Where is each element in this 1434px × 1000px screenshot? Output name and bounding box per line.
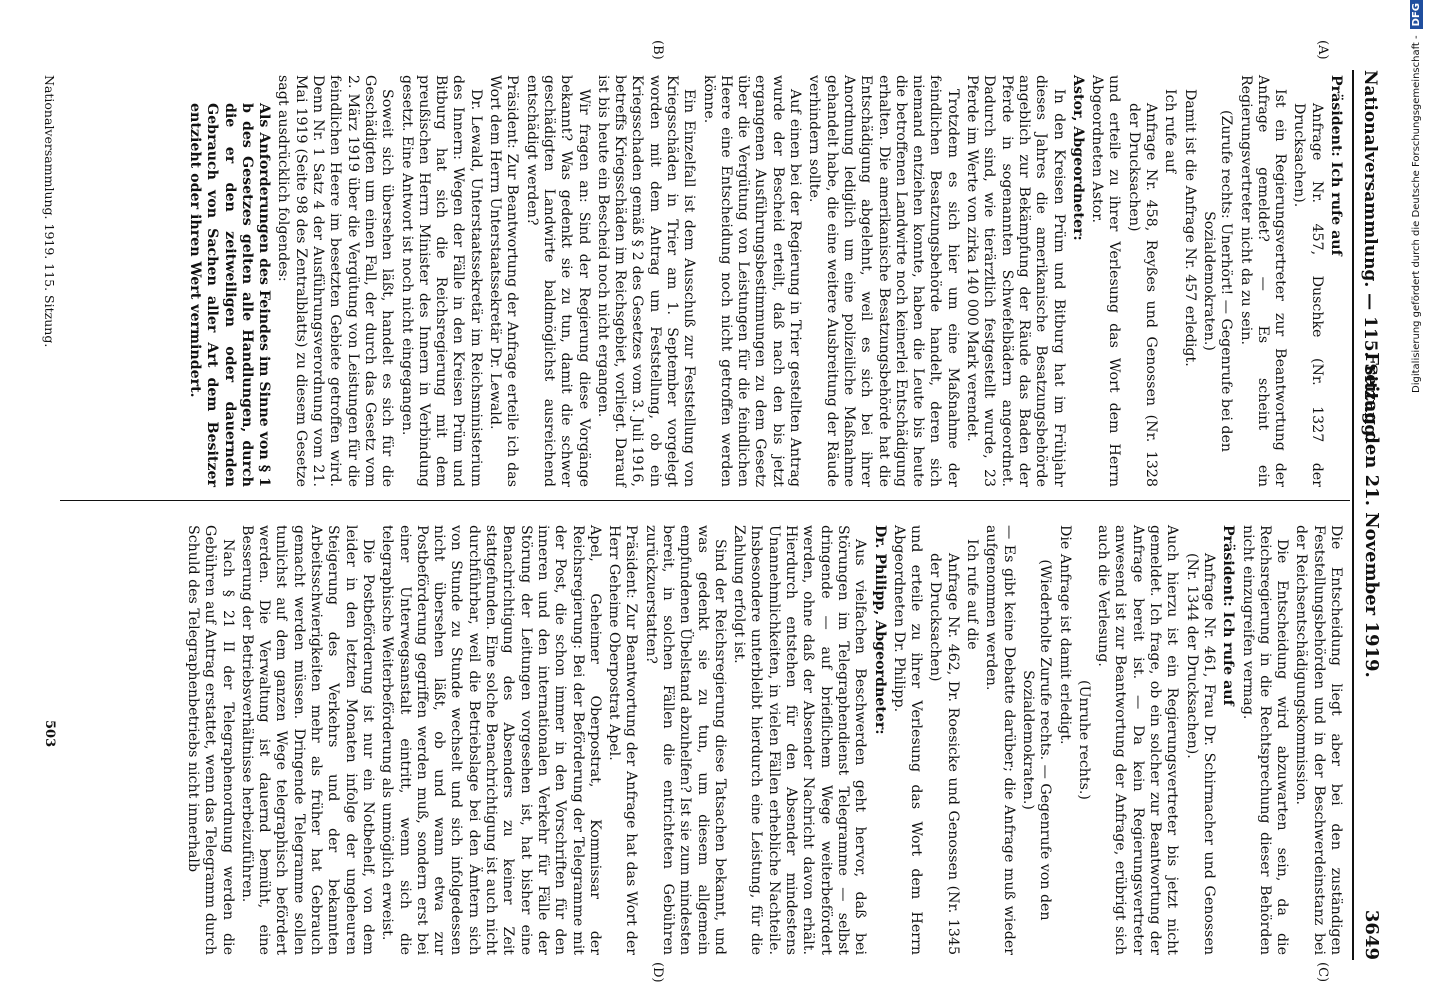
- paragraph: (Unruhe rechts.): [1075, 680, 1092, 800]
- paragraph: Ein Einzelfall ist dem Ausschuß zur Feststellung von Kriegsschäden in Trier am 1. September vorgelegt worden mit dem Antrag um Feststellung, ob ein Kriegsschaden gemäß § 2 des Gesetzes vom 3. Juli 1916, betreffs Kriegsschäden im Reichsgebiet, vorliegt. Darauf ist bis heute ein Bescheid noch nicht ergangen.: [594, 75, 698, 487]
- margin-marker-a: (A): [1315, 40, 1330, 60]
- footer-publication: Nationalversammlung. 1919. 115. Sitzung.: [42, 75, 57, 348]
- digitization-sidebar: [1400, 0, 1434, 1000]
- header-session: Nationalversammlung. — 115. Sitzung.: [1360, 70, 1380, 443]
- paragraph: Präsident: Ich rufe auf: [1328, 75, 1344, 256]
- paragraph: Sind der Reichsregierung diese Tatsachen bekannt, und was gedenkt sie zu tun, um diesem allgemein empfundenen Übelstand abzuhelfen? Ist sie zum mindesten bereit, in solchen Fällen die entrichteten Gebühren zurückzuerstatten?: [642, 525, 728, 955]
- paragraph: Aus vielfachen Beschwerden geht hervor, daß bei Störungen im Telegraphendienst Telegramme — selbst dringende — auf brieflichem Wege weiterbefördert werden, ohne daß der Absender Nachricht davon erhält. Hierdurch entstehen für den Absender mindestens Unannehmlichkeiten, in vielen Fällen erhebliche Nachteile. Insbesondere unterbleibt hierdurch eine Leistung, für die Zahlung erfolgt ist.: [731, 525, 869, 955]
- speaker-line: Astor, Abgeordneter:: [1069, 75, 1086, 241]
- paragraph: und erteile zu ihrer Verlesung das Wort dem Herrn Abgeordneten Dr. Philipp.: [890, 525, 925, 955]
- left-column: [184, 75, 1344, 487]
- paragraph: Die Anfrage ist damit erledigt.: [1056, 525, 1073, 745]
- right-column: [182, 525, 1344, 955]
- paragraph: Auf einen bei der Regierung in Trier gestellten Antrag wurde der Bescheid erteilt, daß nach den bis jetzt ergangenen Ausführungsbestimmungen zu dem Gesetz über die Vergütung von Leistungen für die feindlichen Heere eine Entscheidung noch nicht getroffen werden könne.: [700, 75, 804, 487]
- paragraph: Damit ist die Anfrage Nr. 457 erledigt.: [1181, 89, 1198, 367]
- margin-marker-d: (D): [650, 962, 665, 983]
- paragraph: Auch hierzu ist ein Regierungsvertreter bis jetzt nicht gemeldet. Ich frage, ob ein solcher zur Beantwortung der Anfrage bereit ist. — Da kein Regierungsvertreter anwesend ist zur Beantwortung der Anfrage, erübrigt sich auch die Verlesung.: [1095, 525, 1181, 955]
- header-date: Freitag den 21. November 1919.: [1361, 352, 1382, 678]
- paragraph: Apel, Geheimer Oberpostrat, Kommissar der Reichsregierung: Bei der Beförderung der Telegramme mit der Post, die schon immer in den Vorschriften für den inneren und den internationalen Verkehr für Fälle der Störung der Leitungen vorgesehen ist, hat bisher eine Benachrichtigung des Absenders zu keiner Zeit stattgefunden. Eine solche Benachrichtigung ist auch nicht durchführbar, weil die Betriebslage bei den Ämtern sich von Stunde zu Stunde wechselt und sich infolgedessen nicht übersehen läßt, ob und wann etwa zur Postbeförderung gegriffen werden muß, sondern erst bei einer Unterwegsanstalt eintritt, wenn sich die telegraphische Weiterbeförderung als unmöglich erweist.: [379, 525, 603, 955]
- speaker-line: Dr. Philipp, Abgeordneter:: [871, 525, 888, 735]
- paragraph: (Wiederholte Zurufe rechts. — Gegenrufe von den Sozialdemokraten.): [1019, 559, 1054, 921]
- page-header: [1352, 70, 1388, 960]
- paragraph: und erteile zu ihrer Verlesung das Wort dem Herrn Abgeordneten Astor.: [1089, 75, 1123, 487]
- paragraph: — Es gibt keine Debatte darüber; die Anfrage muß wieder aufgenommen werden.: [983, 525, 1017, 955]
- paragraph: Als Anforderungen des Feindes im Sinne von § 1 b des Gesetzes gelten alle Handlungen, durch die er den zeitweiligen oder dauernden Gebrauch von Sachen aller Art dem Besitzer entzieht oder ihren Wert vermindert.: [187, 103, 273, 487]
- paragraph: Die Entscheidung wird abzuwarten sein, da die Reichsregierung in die Rechtsprechung dieser Behörden nicht einzugreifen vermag.: [1239, 525, 1291, 955]
- column-divider: [60, 500, 1350, 501]
- paragraph: Anfrage Nr. 461, Frau Dr. Schirmacher und Genossen (Nr. 1344 der Drucksachen).: [1183, 553, 1217, 955]
- footer-sheet-number: 503: [42, 720, 57, 748]
- paragraph: Ich rufe auf die: [964, 539, 981, 650]
- paragraph: Nach § 21 II der Telegraphenordnung werden die Gebühren auf Antrag erstattet, wenn das Telegramm durch Schuld des Telegraphenbetriebs nicht innerhalb: [185, 525, 236, 955]
- paragraph: Die Entscheidung liegt aber bei den zuständigen Feststellungsbehörden und in der Beschwerdeinstanz bei der Reichsentschädigungskommission.: [1293, 525, 1344, 955]
- paragraph: Präsident: Ich rufe auf: [1220, 525, 1237, 706]
- paragraph: Dr. Lewald, Unterstaatssekretär im Reichsministerium des Innern: Wegen der Fälle in den Kreisen Prüm und Bitburg hat sich die Reichsregierung mit dem preußischen Herrn Minister des Innern in Verbindung gesetzt. Eine Antwort ist noch nicht eingegangen.: [398, 75, 484, 487]
- paragraph: Ich rufe auf: [1162, 89, 1179, 174]
- paragraph: Die Postbeförderung ist nur ein Notbehelf, von dem leider in den letzten Monaten infolge der ungeheuren Steigerung des Verkehrs und der bekannten Arbeitsschwierigkeiten mehr als früher hat Gebrauch gemacht werden müssen. Dringende Telegramme sollen tunlichst auf dem ganzen Wege telegraphisch befördert werden. Die Verwaltung ist dauernd bemüht, eine Besserung der Betriebsverhältnisse herbeizuführen.: [238, 525, 376, 955]
- paragraph: Ist ein Regierungsvertreter zur Beantwortung der Anfrage gemeldet? — Es scheint ein Regierungsvertreter nicht da zu sein.: [1237, 75, 1289, 487]
- paragraph: Trotzdem es sich hier um eine Maßnahme der feindlichen Besatzungsbehörde handelt, deren sich niemand entziehen konnte, haben die Leute bis heute die betroffenen Landwirte noch keinerlei Entschädigung erhalten. Die amerikanische Besatzungsbehörde hat die Entschädigung abgelehnt, weil es sich bei ihrer Anordnung lediglich um eine polizeiliche Maßnahme gehandelt habe, die eine weitere Ausbreitung der Räude verhindern sollte.: [806, 75, 961, 487]
- paragraph: Präsident: Zur Beantwortung der Anfrage hat das Wort der Herr Geheime Oberpostrat Apel.: [606, 525, 640, 955]
- paragraph: (Zurufe rechts: Unerhört! — Gegenrufe bei den Sozialdemokraten.): [1200, 109, 1235, 453]
- digitization-text: Digitalisierung gefördert durch die Deutsche Forschungsgemeinschaft -: [1411, 35, 1422, 393]
- digitization-note: [1400, 0, 1434, 1000]
- paragraph: Anfrage Nr. 457, Duschke (Nr. 1327 der Drucksachen).: [1291, 103, 1325, 487]
- paragraph: Präsident: Zur Beantwortung der Anfrage erteile ich das Wort dem Herrn Unterstaatssekretär Dr. Lewald.: [487, 75, 521, 487]
- paragraph: Wir fragen an: Sind der Regierung diese Vorgänge bekannt? Was gedenkt sie zu tun, damit die schwer geschädigten Landwirte baldmöglichst ausreichend entschädigt werden?: [523, 75, 592, 487]
- paragraph: Anfrage Nr. 462, Dr. Roesicke und Genossen (Nr. 1345 der Drucksachen): [927, 553, 961, 955]
- paragraph: Soweit sich übersehen läßt, handelt es sich für die Geschädigten um einen Fall, der durch das Gesetz vom 2. März 1919 über die Vergütung von Leistungen für die feindlichen Heere im besetzten Gebiete getroffen wird. Denn Nr. 1 Satz 4 der Ausführungsverordnung vom 21. Mai 1919 (Seite 98 des Zentralblatts) zu diesem Gesetze sagt ausdrücklich folgendes:: [275, 75, 396, 487]
- margin-marker-c: (C): [1315, 962, 1330, 983]
- page-number: 3649: [1361, 909, 1382, 960]
- margin-marker-b: (B): [650, 40, 665, 60]
- paragraph: Anfrage Nr. 458, Reyßes und Genossen (Nr. 1328 der Drucksachen): [1125, 103, 1160, 487]
- dfg-logo: DFG: [1410, 0, 1423, 29]
- paragraph: In den Kreisen Prüm und Bitburg hat im Frühjahr dieses Jahres die amerikanische Besatzungsbehörde angeblich zur Bekämpfung der Räude das Baden der Pferde in sogenannten Schwefelbädern angeordnet. Dadurch sind, wie tierärztlich festgestellt wurde, 23 Pferde im Werte von zirka 140 000 Mark verendet.: [964, 75, 1067, 487]
